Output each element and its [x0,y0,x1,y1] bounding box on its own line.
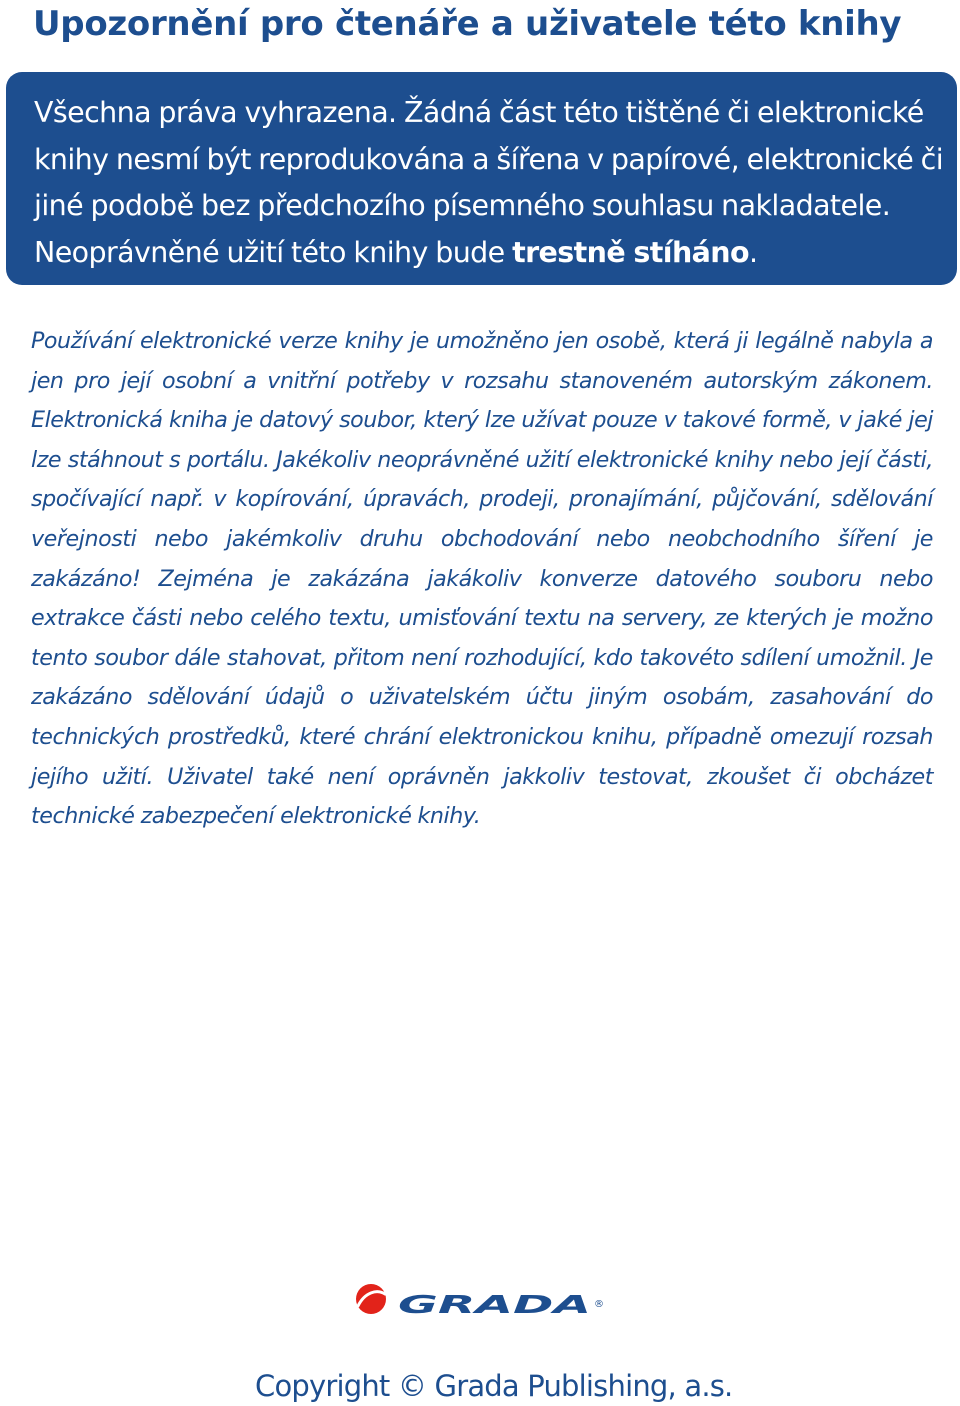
rights-notice-emphasis: trestně stíháno [512,235,749,269]
ebook-usage-paragraph: Používání elektronické verze knihy je umožněno jen osobě, která ji legálně nabyla a jen pro její osobní a vnitřní potřeby v rozsahu stanoveném autorským zákonem. Elektronická kniha je datový soubor, který lze užívat pouze v takové formě, v jaké jej lze stáhnout s portálu. Jakékoliv neoprávněné užití elektronické knihy nebo její části, spočívající např. v kopírování, úpravách, prodeji, pronajímání, půjčování, sdělování veřejnosti nebo jakémkoliv druhu obchodování nebo neobchodního šíření je zakázáno! Zejména je zakázána jakákoliv konverze datového souboru nebo extrakce části nebo celého textu, umisťování textu na servery, ze kterých je možno tento soubor dále stahovat, přitom není rozhodující, kdo takovéto sdílení umožnil. Je zakázáno sdělování údajů o uživatelském účtu jiným osobám, zasahování do technických prostředků, které chrání elektronickou knihu, případně omezují rozsah jejího užití. Uživatel také není oprávněn jakkoliv testovat, zkoušet či obcházet technické zabezpečení elektronické knihy. [31,328,933,830]
rights-notice-end: . [748,235,758,269]
publisher-logo [355,1283,607,1317]
rights-notice-text [34,90,947,276]
logo-mark-icon [356,1284,386,1314]
page-title: Upozornění pro čtenáře a uživatele této knihy [33,4,902,44]
registered-mark-icon: ® [594,1299,604,1310]
rights-notice-box [6,72,957,285]
rights-notice-main: Všechna práva vyhrazena. Žádná část této tištěné či elektronické knihy nesmí být reprodukována a šířena v papírové, elektronické či jiné podobě bez předchozího písemného souhlasu nakladatele. Neoprávněné užití této knihy bude [34,96,944,269]
copyright-notice: Copyright © Grada Publishing, a.s. [255,1369,733,1403]
logo-wordmark: GRADA [398,1290,591,1317]
